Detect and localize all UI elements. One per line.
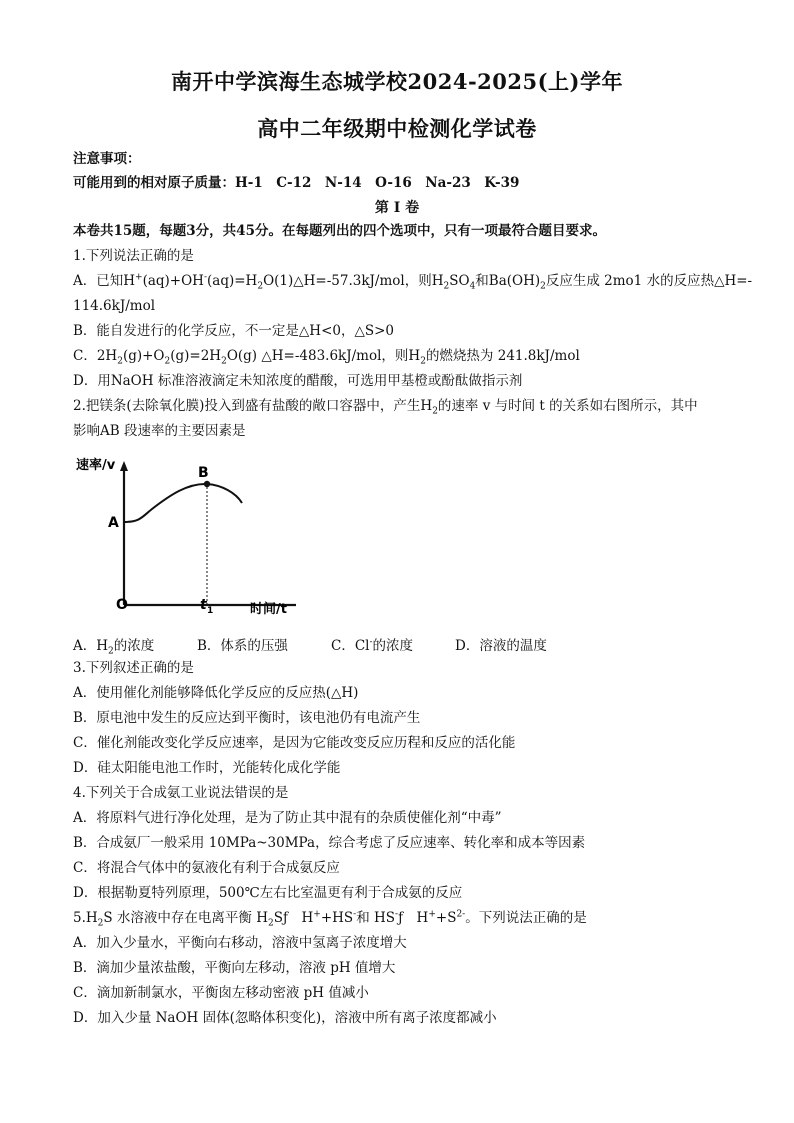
y-axis-label: 速率/v [76, 458, 116, 473]
q4-option-d: D．根据勒夏特列原理，500℃左右比室温更有利于合成氨的反应 [73, 885, 463, 901]
q5-stem-text: S [273, 910, 283, 926]
q1-a-text: (aq)=H [207, 273, 258, 289]
exam-title-line1: 南开中学滨海生态城学校2024-2025(上)学年 [171, 69, 623, 94]
q3-option-c: C．催化剂能改变化学反应速率，是因为它能改变反应历程和反应的活化能 [73, 735, 516, 751]
q1-c-text: (g)=2H [170, 348, 222, 364]
q2-option-c: C．Cl-的浓度 [331, 637, 414, 654]
point-b-label: B [198, 465, 209, 481]
q1-option-a-cont: 114.6kJ/mol [73, 298, 156, 314]
q5-option-a: A．加入少量水，平衡向右移动，溶液中氢离子浓度增大 [73, 935, 407, 951]
q2-c-text: C．Cl [331, 638, 370, 654]
q2-c-text: 的浓度 [372, 638, 414, 654]
q2-option-b: B．体系的压强 [197, 638, 288, 654]
q5-stem: $5.H_2S$ 水溶液中存在电离平衡 $H_2Sƒ$ H++HS-和 HS-ƒ $H^++S^{2-}$。下列说法正确的是 [73, 909, 587, 929]
q1-a-text: SO [449, 273, 470, 289]
q1-c-text: O(g) △H=-483.6kJ/mol，则H [226, 348, 421, 364]
q5-stem-text: ƒ H [282, 910, 314, 926]
q5-stem-text: ƒ H [398, 910, 429, 926]
rate-time-graph [70, 447, 302, 625]
q1-a-text: A．已知H [73, 273, 136, 289]
t1-subscript: 1 [207, 606, 214, 616]
q1-c-text: 的燃烧热为 241.8kJ/mol [425, 348, 580, 364]
q1-option-c: C．$2H_2(g)+O_2(g)=2H_2O(g)$ △H=-483.6kJ/mol，则$H_2$的燃烧热为 241.8kJ/mol [73, 348, 580, 367]
q5-option-d: D．加入少量 NaOH 固体(忽略体积变化)，溶液中所有离子浓度都减小 [73, 1010, 497, 1026]
section-title: 第 I 卷 [374, 200, 420, 216]
atomic-mass-line: 可能用到的相对原子质量：H-1 C-12 N-14 O-16 Na-23 K-39 [73, 175, 520, 191]
q3-option-d: D．硅太阳能电池工作时，光能转化成化学能 [73, 760, 341, 776]
q5-option-b: B．滴加少量浓盐酸，平衡向左移动，溶液 pH 值增大 [73, 960, 396, 976]
q4-option-b: B．合成氨厂一般采用 10MPa~30MPa，综合考虑了反应速率、转化率和成本等因素 [73, 835, 586, 851]
q1-option-d: D．用NaOH 标准溶液滴定未知浓度的醋酸，可选用甲基橙或酚酞做指示剂 [73, 373, 523, 389]
q2-stem-cont: 影响AB 段速率的主要因素是 [73, 423, 246, 439]
point-a-label: A [108, 515, 119, 531]
q1-stem: 1.下列说法正确的是 [73, 248, 194, 264]
q5-stem-text: +HS [320, 910, 354, 926]
notes-heading: 注意事项： [73, 151, 141, 167]
section-instruction: 本卷共15题，每题3分，共45分。在每题列出的四个选项中，只有一项最符合题目要求。 [73, 223, 606, 239]
q3-option-a: A．使用催化剂能够降低化学反应的反应热(△H) [73, 685, 359, 701]
q5-stem-text: S 水溶液中存在电离平衡 H [103, 910, 268, 926]
q4-option-c: C．将混合气体中的氨液化有利于合成氨反应 [73, 860, 340, 876]
point-b-marker [204, 481, 210, 487]
exam-title-line2: 高中二年级期中检测化学试卷 [257, 116, 537, 141]
q5-stem-text: +S [435, 910, 457, 926]
q1-a-text: (aq)+OH [142, 273, 204, 289]
q1-a-text: 反应生成 2mo1 水的反应热△H=- [545, 273, 753, 289]
q1-option-a: A．已知$H^+(aq)+OH^-(aq)=H_2O(1)\triangle H=-57.3kJ$/mol，则$H_2SO_4$和$Ba(OH)_2$反应生成 2mo1 水的反应热△H=- [73, 272, 753, 292]
t1-label: t [200, 597, 207, 613]
q2-stem-text: 2.把镁条(去除氧化膜)投入到盛有盐酸的敞口容器中，产生H [73, 398, 433, 414]
q1-c-text: (g)+O [122, 348, 165, 364]
q2-option-a: A．$H_2$的浓度 [73, 638, 155, 657]
rate-curve [124, 484, 242, 522]
y-axis-arrow [120, 461, 128, 471]
q5-option-c: C．滴加新制氯水，平衡囱左移动密液 pH 值减小 [73, 985, 369, 1001]
q2-stem-text: 的速率 v 与时间 t 的关系如右图所示，其中 [437, 398, 698, 414]
q3-stem: 3.下列叙述正确的是 [73, 660, 194, 676]
q3-option-b: B．原电池中发生的反应达到平衡时，该电池仍有电流产生 [73, 710, 421, 726]
q5-stem-text: 5.H [73, 910, 98, 926]
q2-option-d: D．溶液的温度 [455, 638, 547, 654]
q1-option-b: B．能自发进行的化学反应，不一定是△H<0，△S>0 [73, 323, 395, 339]
q5-stem-text: 。下列说法正确的是 [465, 910, 587, 926]
q2-a-text: A．H [73, 638, 109, 654]
q2-a-text: 的浓度 [113, 638, 155, 654]
q1-a-text: O(1)△H=-57.3kJ/mol，则H [263, 273, 444, 289]
q2-stem: 2.把镁条(去除氧化膜)投入到盛有盐酸的敞口容器中，产生$H_2$的速率 v 与时间 t 的关系如右图所示，其中 [73, 398, 698, 417]
x-axis-label: 时间/t [250, 602, 287, 617]
q4-option-a: A．将原料气进行净化处理，是为了防止其中混有的杂质使催化剂“中毒” [73, 810, 502, 826]
q4-stem: 4.下列关于合成氨工业说法错误的是 [73, 785, 289, 801]
q5-stem-text: 和 HS [356, 910, 396, 926]
origin-label: O [116, 597, 128, 613]
q1-a-text: 和Ba(OH) [475, 273, 541, 289]
q1-c-text: C．2H [73, 348, 118, 364]
